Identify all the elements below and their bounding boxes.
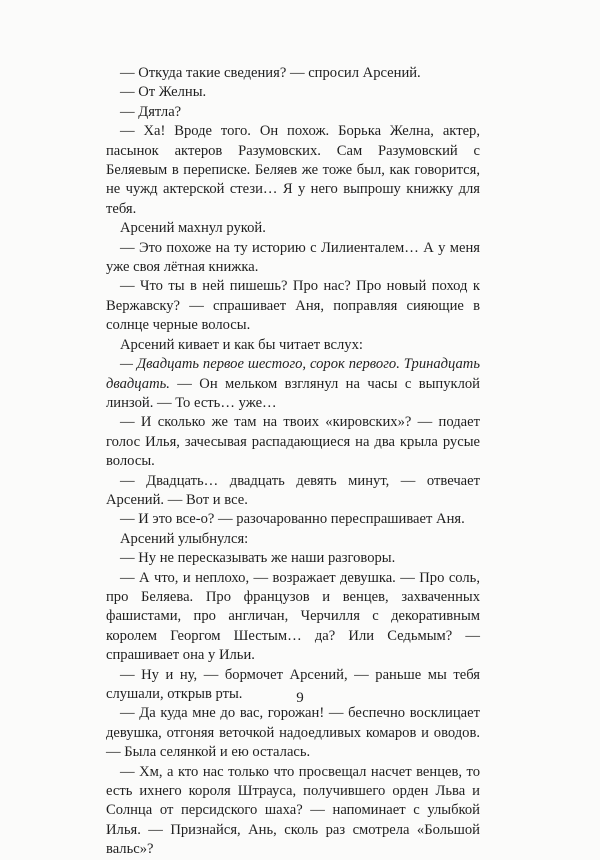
paragraph: — Ну и ну, — бормочет Арсений, — раньше мы тебя слушали, открыв рты. — [106, 666, 480, 702]
paragraph: — Откуда такие сведения? — спросил Арсений. — [120, 65, 421, 81]
page-number: 9 — [296, 690, 304, 706]
paragraph: — А что, и неплохо, — возражает девушка. — Про соль, про Беляева. Про французов и венцев, захваченных фашистами, про англичан, Черчилля с декоративным королем Георгом Шестым… да? Или Седьмым? — спрашивает она у Ильи. — [106, 569, 480, 664]
reading-rest: — Он мельком взглянул на часы с выпуклой линзой. — То есть… уже… — [106, 375, 480, 411]
paragraph: — И это все-о? — разочарованно переспрашивает Аня. — [120, 511, 465, 528]
paragraph: — Да куда мне до вас, горожан! — беспечно восклицает девушка, отгоняя веточкой надоедливых комаров и оводов. — Была селянкой и ею осталась. — [106, 705, 480, 761]
paragraph: — Ха! Вроде того. Он похож. Борька Желна, актер, пасынок актеров Разумовских. Сам Разумовский с Беляевым в переписке. Беляев же тоже был, как говорится, не чужд актерской стези… Я у него выпрошу книжку для тебя. — [106, 123, 480, 217]
paragraph: — От Желны. — [120, 84, 207, 101]
paragraph: — Двадцать… двадцать девять минут, — отвечает Арсений. — Вот и все. — [106, 472, 480, 508]
paragraph: — Что ты в ней пишешь? Про нас? Про новый поход к Вержавску? — спрашивает Аня, поправляя сияющие в солнце черные волосы. — [106, 278, 480, 334]
italic-quote: — Двадцать первое шестого, сорок первого. Тринадцать двадцать. — [106, 356, 480, 392]
paragraph: — И сколько же там на твоих «кировских»? — подает голос Илья, зачесывая распадающиеся на два крыла русые волосы. — [106, 414, 480, 470]
paragraph: — Ну не пересказывать же наши разговоры. — [120, 550, 396, 567]
body-text — [106, 64, 480, 860]
paragraph: Арсений улыбнулся: — [120, 530, 249, 547]
reading-paragraph — [106, 355, 480, 413]
paragraph: — Дятла? — [120, 103, 182, 120]
paragraph: Арсений кивает и как бы читает вслух: — [120, 336, 363, 353]
paragraph: — Это похоже на ту историю с Лилиенталем… А у меня уже своя лётная книжка. — [106, 239, 480, 276]
paragraph: — Хм, а кто нас только что просвещал насчет венцев, то есть ихнего короля Штрауса, получившего орден Льва и Солнца от персидского шаха? — напоминает с улыбкой Илья. — Признайся, Ань, сколь раз смотрела «Большой вальс»? — [106, 763, 480, 858]
paragraph: Арсений махнул рукой. — [120, 220, 266, 237]
